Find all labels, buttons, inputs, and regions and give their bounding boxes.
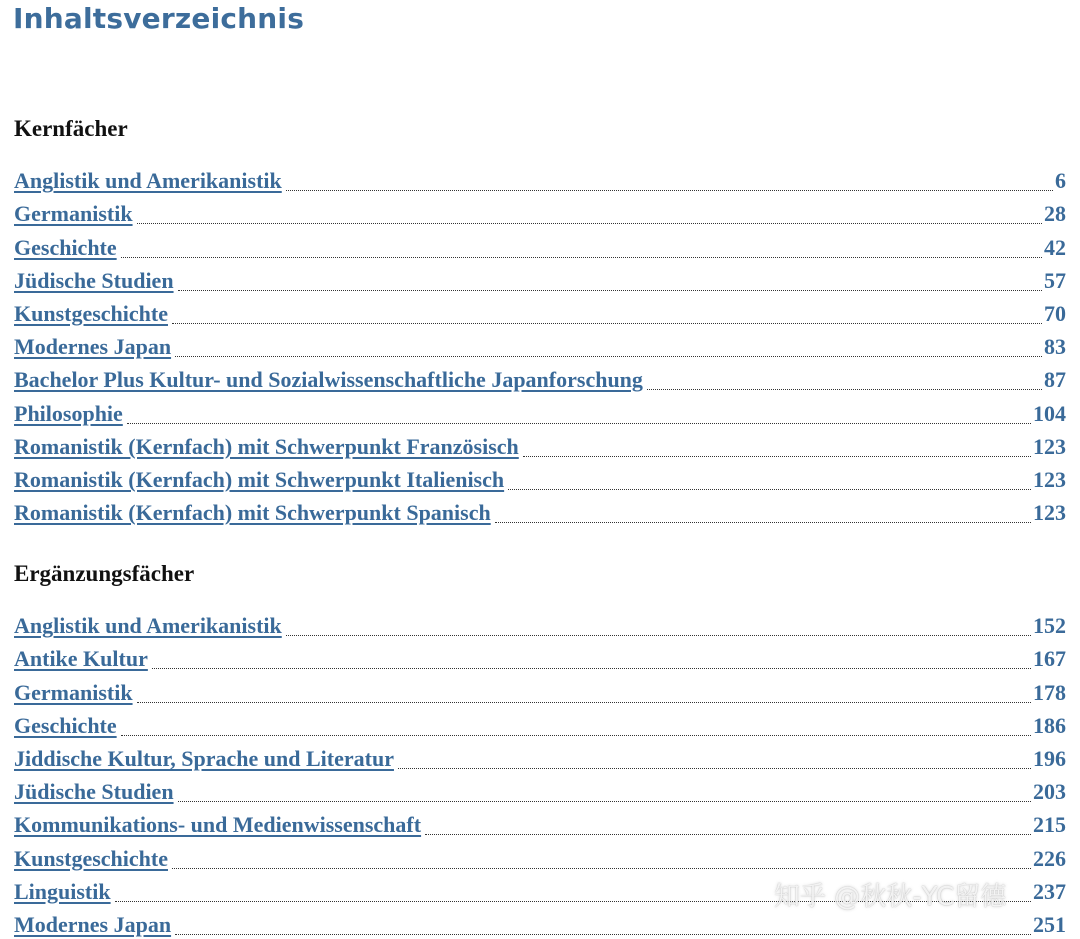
toc-entry[interactable] [14, 905, 1066, 938]
toc-entry-label[interactable]: Jiddische Kultur, Sprache und Literatur [14, 745, 394, 771]
dot-leader [425, 834, 1031, 835]
dot-leader [115, 901, 1031, 902]
toc-entry-label[interactable]: Germanistik [14, 201, 133, 227]
toc-entry[interactable] [14, 772, 1066, 805]
toc-entry[interactable] [14, 606, 1066, 639]
toc-entry-page[interactable]: 87 [1044, 367, 1066, 393]
toc-entry-page[interactable]: 237 [1033, 878, 1066, 904]
toc-entry-page[interactable]: 123 [1033, 500, 1066, 526]
toc-entry-label[interactable]: Jüdische Studien [14, 267, 174, 293]
toc-entry-page[interactable]: 42 [1044, 234, 1066, 260]
dot-leader [175, 934, 1031, 935]
toc-list-kernfaecher [14, 161, 1066, 526]
dot-leader [495, 522, 1031, 523]
dot-leader [178, 801, 1031, 802]
toc-entry-label[interactable]: Germanistik [14, 679, 133, 705]
toc-entry-page[interactable]: 203 [1033, 779, 1066, 805]
toc-entry-page[interactable]: 123 [1033, 433, 1066, 459]
dot-leader [172, 323, 1042, 324]
toc-entry-page[interactable]: 167 [1033, 646, 1066, 672]
toc-entry-label[interactable]: Linguistik [14, 878, 111, 904]
dot-leader [508, 489, 1031, 490]
toc-entry-label[interactable]: Romanistik (Kernfach) mit Schwerpunkt Italienisch [14, 466, 505, 492]
toc-entry[interactable] [14, 161, 1066, 194]
toc-entry-label[interactable]: Kommunikations- und Medienwissenschaft [14, 812, 422, 838]
toc-entry[interactable] [14, 227, 1066, 260]
toc-entry[interactable] [14, 872, 1066, 905]
toc-entry[interactable] [14, 427, 1066, 460]
toc-entry-page[interactable]: 178 [1033, 679, 1066, 705]
toc-entry[interactable] [14, 805, 1066, 838]
toc-entry-label[interactable]: Romanistik (Kernfach) mit Schwerpunkt Spanisch [14, 500, 491, 526]
toc-entry-label[interactable]: Kunstgeschichte [14, 300, 168, 326]
dot-leader [152, 668, 1031, 669]
section-heading-ergaenzungsfaecher: Ergänzungsfächer [14, 561, 195, 586]
toc-entry-page[interactable]: 226 [1033, 845, 1066, 871]
watermark-text: 知乎 @秋秋-YC留德 [774, 882, 1007, 912]
dot-leader [286, 190, 1053, 191]
toc-entry-page[interactable]: 123 [1033, 466, 1066, 492]
toc-entry-page[interactable]: 57 [1044, 267, 1066, 293]
dot-leader [286, 635, 1031, 636]
toc-entry[interactable] [14, 706, 1066, 739]
toc-entry[interactable] [14, 493, 1066, 526]
toc-entry-label[interactable]: Geschichte [14, 712, 117, 738]
toc-entry[interactable] [14, 194, 1066, 227]
toc-entry[interactable] [14, 360, 1066, 393]
toc-entry-label[interactable]: Modernes Japan [14, 911, 172, 937]
toc-entry-label[interactable]: Antike Kultur [14, 646, 148, 672]
toc-entry-label[interactable]: Jüdische Studien [14, 779, 174, 805]
toc-entry-label[interactable]: Geschichte [14, 234, 117, 260]
toc-entry[interactable] [14, 672, 1066, 705]
toc-entry-page[interactable]: 215 [1033, 812, 1066, 838]
dot-leader [647, 389, 1042, 390]
toc-entry-page[interactable]: 70 [1044, 300, 1066, 326]
dot-leader [523, 456, 1031, 457]
toc-entry-page[interactable]: 196 [1033, 745, 1066, 771]
toc-entry-label[interactable]: Kunstgeschichte [14, 845, 168, 871]
toc-entry-page[interactable]: 186 [1033, 712, 1066, 738]
dot-leader [172, 868, 1031, 869]
dot-leader [121, 257, 1042, 258]
toc-entry[interactable] [14, 739, 1066, 772]
toc-entry[interactable] [14, 327, 1066, 360]
toc-entry-page[interactable]: 6 [1055, 168, 1066, 194]
dot-leader [175, 356, 1042, 357]
toc-entry[interactable] [14, 261, 1066, 294]
toc-entry-label[interactable]: Modernes Japan [14, 334, 172, 360]
dot-leader [178, 290, 1042, 291]
toc-entry[interactable] [14, 639, 1066, 672]
toc-entry-page[interactable]: 104 [1033, 400, 1066, 426]
toc-entry[interactable] [14, 460, 1066, 493]
toc-list-ergaenzungsfaecher [14, 606, 1066, 938]
toc-entry-page[interactable]: 251 [1033, 911, 1066, 937]
toc-entry-label[interactable]: Anglistik und Amerikanistik [14, 168, 282, 194]
page-title: Inhaltsverzeichnis [13, 2, 305, 35]
toc-entry-page[interactable]: 83 [1044, 334, 1066, 360]
section-heading-kernfaecher: Kernfächer [14, 116, 128, 141]
toc-entry-label[interactable]: Philosophie [14, 400, 123, 426]
toc-entry[interactable] [14, 393, 1066, 426]
dot-leader [398, 768, 1031, 769]
toc-entry-page[interactable]: 152 [1033, 613, 1066, 639]
toc-entry[interactable] [14, 294, 1066, 327]
toc-entry-label[interactable]: Bachelor Plus Kultur- und Sozialwissenschaftliche Japanforschung [14, 367, 643, 393]
toc-entry-label[interactable]: Romanistik (Kernfach) mit Schwerpunkt Französisch [14, 433, 519, 459]
dot-leader [137, 223, 1042, 224]
dot-leader [121, 735, 1031, 736]
dot-leader [137, 702, 1031, 703]
toc-entry[interactable] [14, 838, 1066, 871]
dot-leader [127, 423, 1031, 424]
toc-entry-label[interactable]: Anglistik und Amerikanistik [14, 613, 282, 639]
toc-entry-page[interactable]: 28 [1044, 201, 1066, 227]
